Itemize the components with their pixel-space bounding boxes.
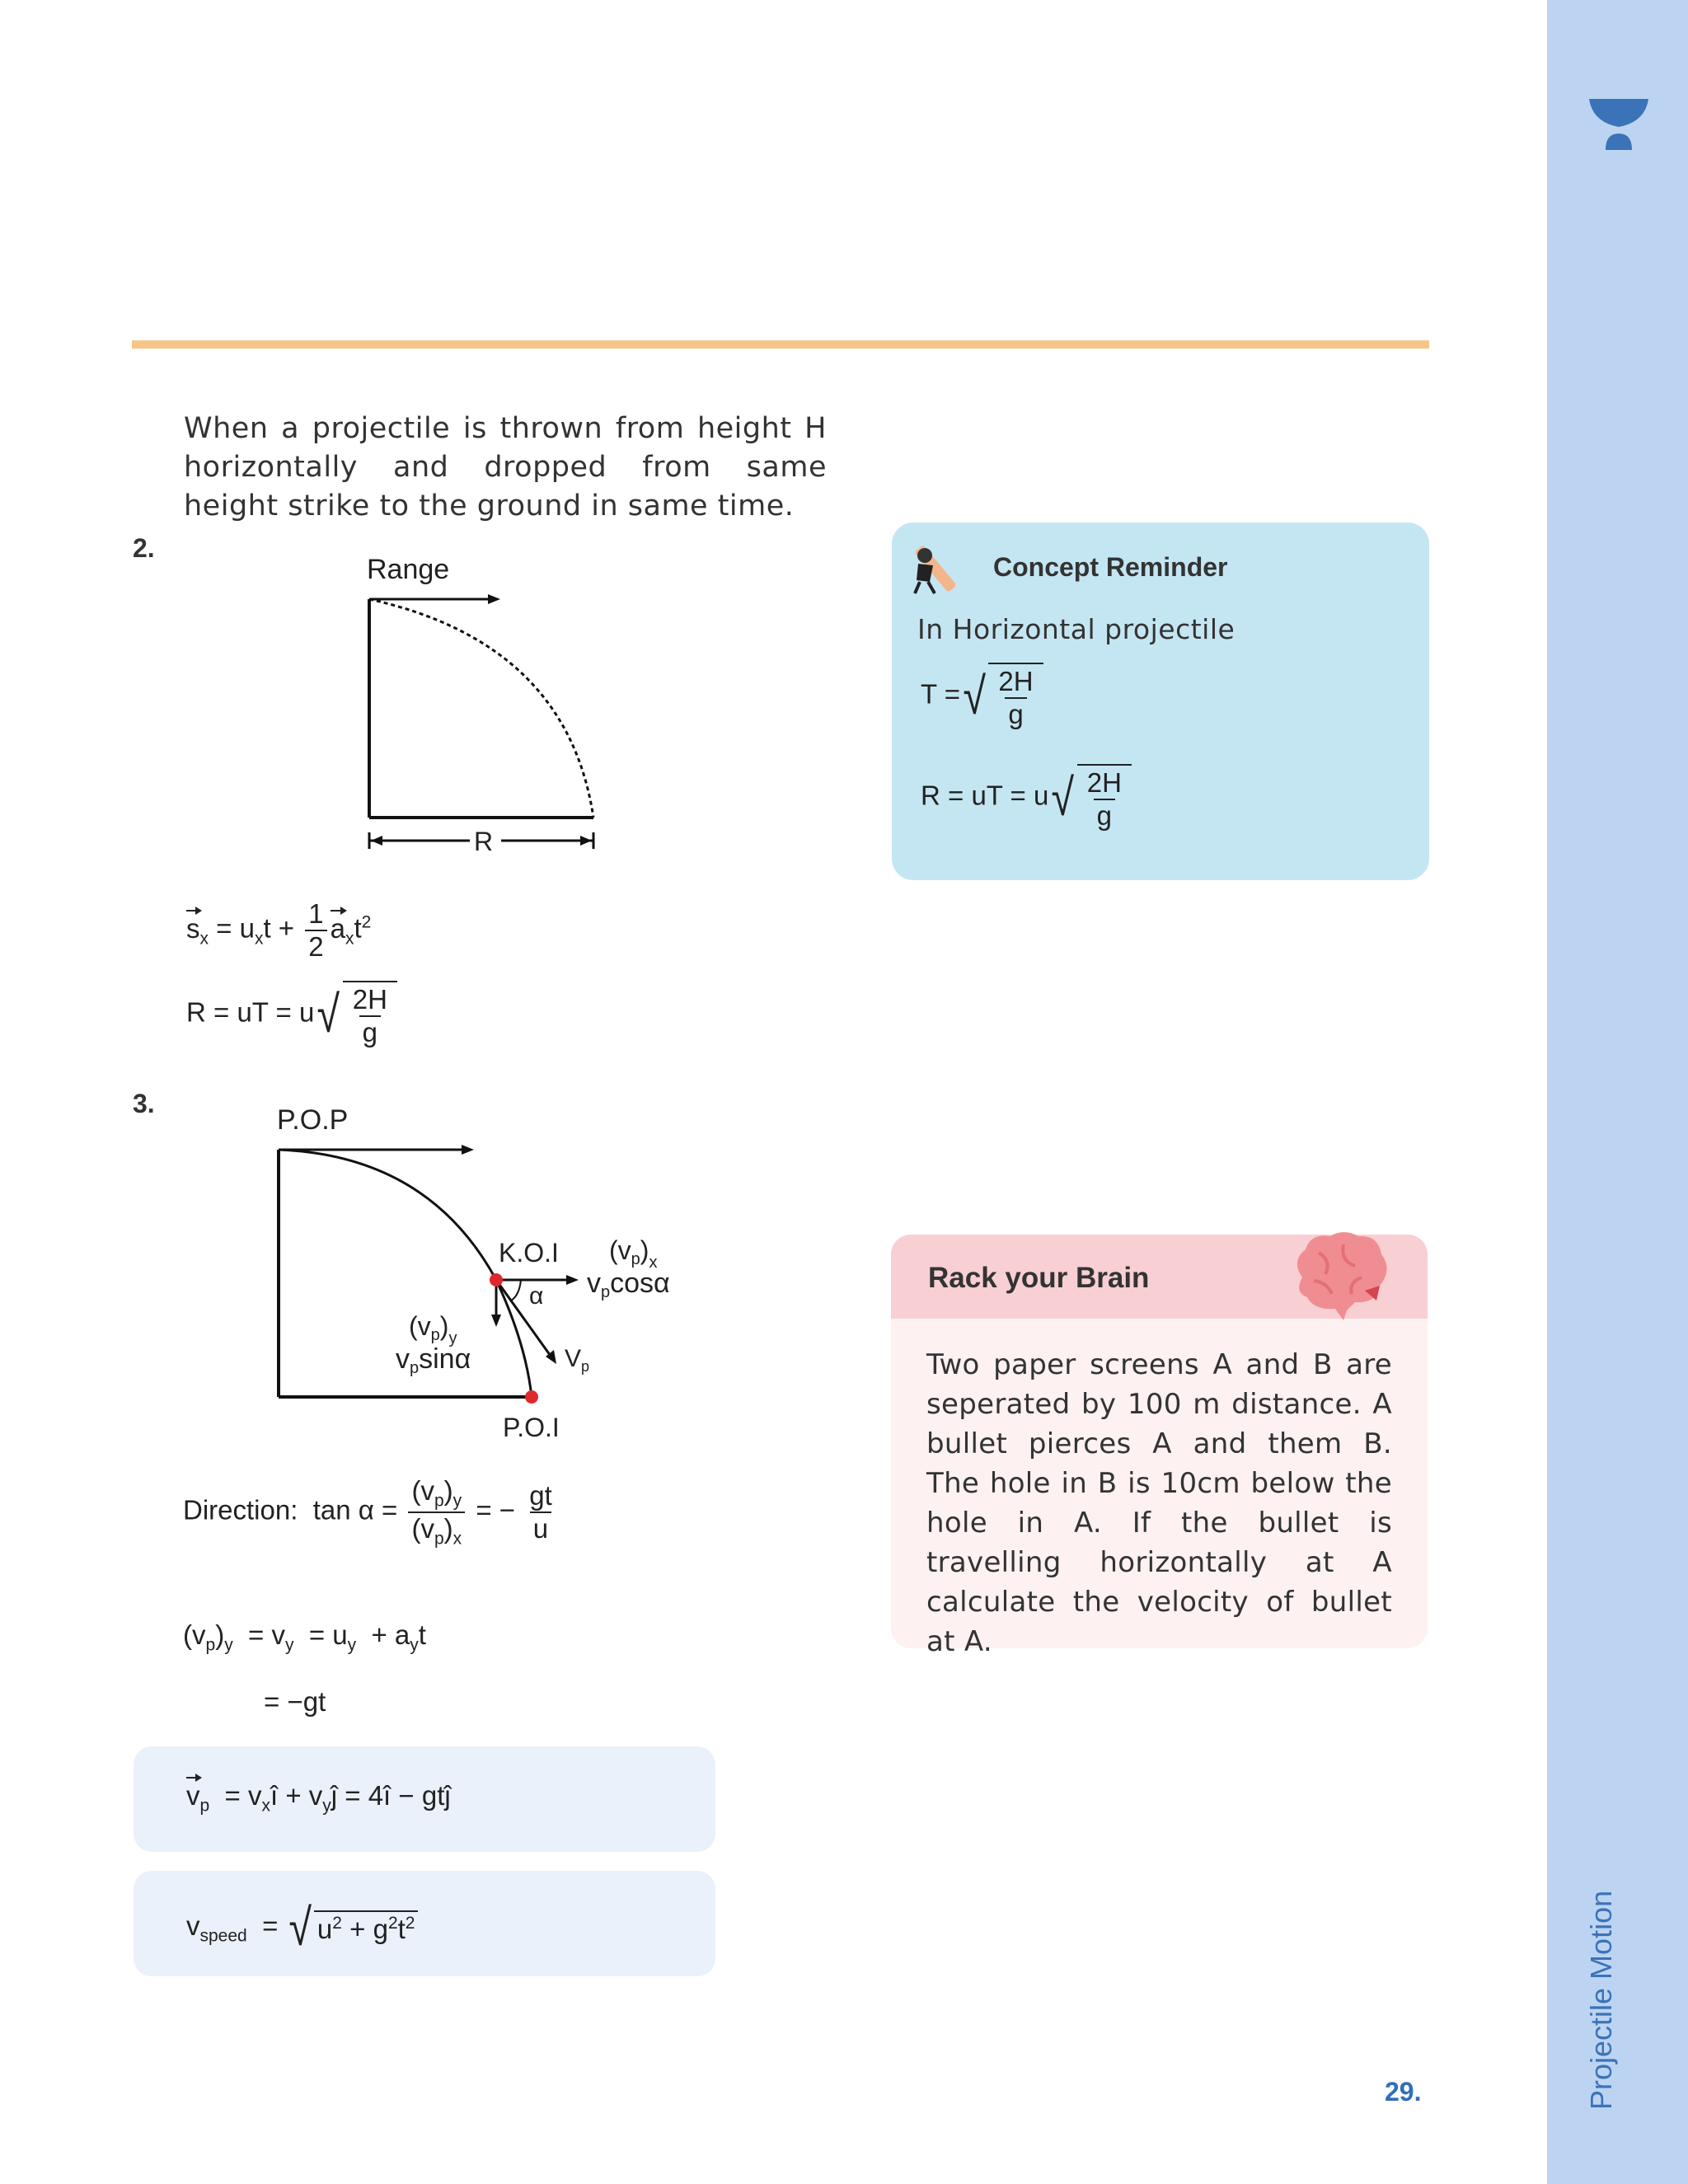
speed-equation: $v_{speed}$ = √ $u^2 + g^2t^2$: [186, 1902, 418, 1954]
angle-arc: [511, 1280, 521, 1301]
trajectory-curve: [369, 599, 593, 818]
svg-text:(vp)y: $(vp)_y$: [409, 1311, 457, 1347]
sidebar-title: [1584, 2044, 1619, 2110]
range-label: Range: [367, 554, 450, 585]
range-diagram: [346, 552, 610, 857]
arrowhead: [488, 594, 500, 604]
vertical-velocity-equation: $(v_p)_y = v_y = u_y + a_yt$: [183, 1619, 426, 1655]
time-of-flight-equation: T = √ $\frac{2H}{g}$: [921, 663, 1043, 730]
vertical-velocity-result: = −gt: [264, 1686, 326, 1717]
sidebar: [1547, 0, 1688, 2184]
concept-subtitle: In Horizontal projectile: [917, 613, 1236, 645]
r-label: R: [474, 827, 494, 856]
section-number: 3.: [133, 1089, 155, 1118]
rack-your-brain-title: Rack your Brain: [928, 1262, 1150, 1294]
point-poi: [525, 1390, 538, 1404]
brain-icon: [1286, 1228, 1393, 1324]
direction-equation: Direction: tan α = $\frac{(v_p)_y}{(v_p)_x}$ = − $\frac{gt}{u}$: [183, 1475, 552, 1549]
range-equation: R = uT = u √ $\frac{2H}{g}$: [186, 981, 397, 1048]
velocity-diagram: [264, 1104, 709, 1451]
koi-label: K.O.I: [499, 1238, 559, 1268]
concept-character-icon: [905, 536, 971, 602]
intro-paragraph: When a projectile is thrown from height H horizontally and dropped from same height strike to the ground in same time.: [184, 412, 827, 523]
resultant-velocity-arrow: [496, 1280, 552, 1358]
velocity-vector-equation: $v_p$ = $v_xî$ + $v_yĵ$ = 4î − gtĵ: [186, 1780, 451, 1816]
range-equation: R = uT = u √ $\frac{2H}{g}$: [921, 764, 1132, 832]
poi-label: P.O.I: [503, 1413, 560, 1442]
section-number: 2.: [133, 533, 155, 563]
svg-text:vpsinα: vpsinα: [396, 1343, 471, 1377]
svg-text:(vp)x: $(vp)_x$: [609, 1235, 658, 1272]
alpha-label: α: [529, 1282, 544, 1310]
page-number: 29.: [1385, 2077, 1422, 2107]
svg-text:vpcosα: vpcosα: [587, 1268, 670, 1301]
concept-title: Concept Reminder: [993, 552, 1228, 582]
point-koi: [490, 1273, 503, 1286]
logo-icon: [1587, 97, 1650, 152]
svg-text:Vp: $V_p$: [565, 1345, 590, 1375]
displacement-equation: $s_x = u_xt$ + $\frac{1}{2}$ $a_xt^2$: [186, 898, 372, 962]
rack-your-brain-question: Two paper screens A and B are seperated by 100 m distance. A bullet pierces A and them B. The hole in B is 10cm below the hole in A. If the bullet is travelling horizontally at A calculate the velocity of bullet at A.: [926, 1348, 1392, 1658]
header-rule: [132, 340, 1429, 349]
pop-label: P.O.P: [277, 1104, 349, 1136]
